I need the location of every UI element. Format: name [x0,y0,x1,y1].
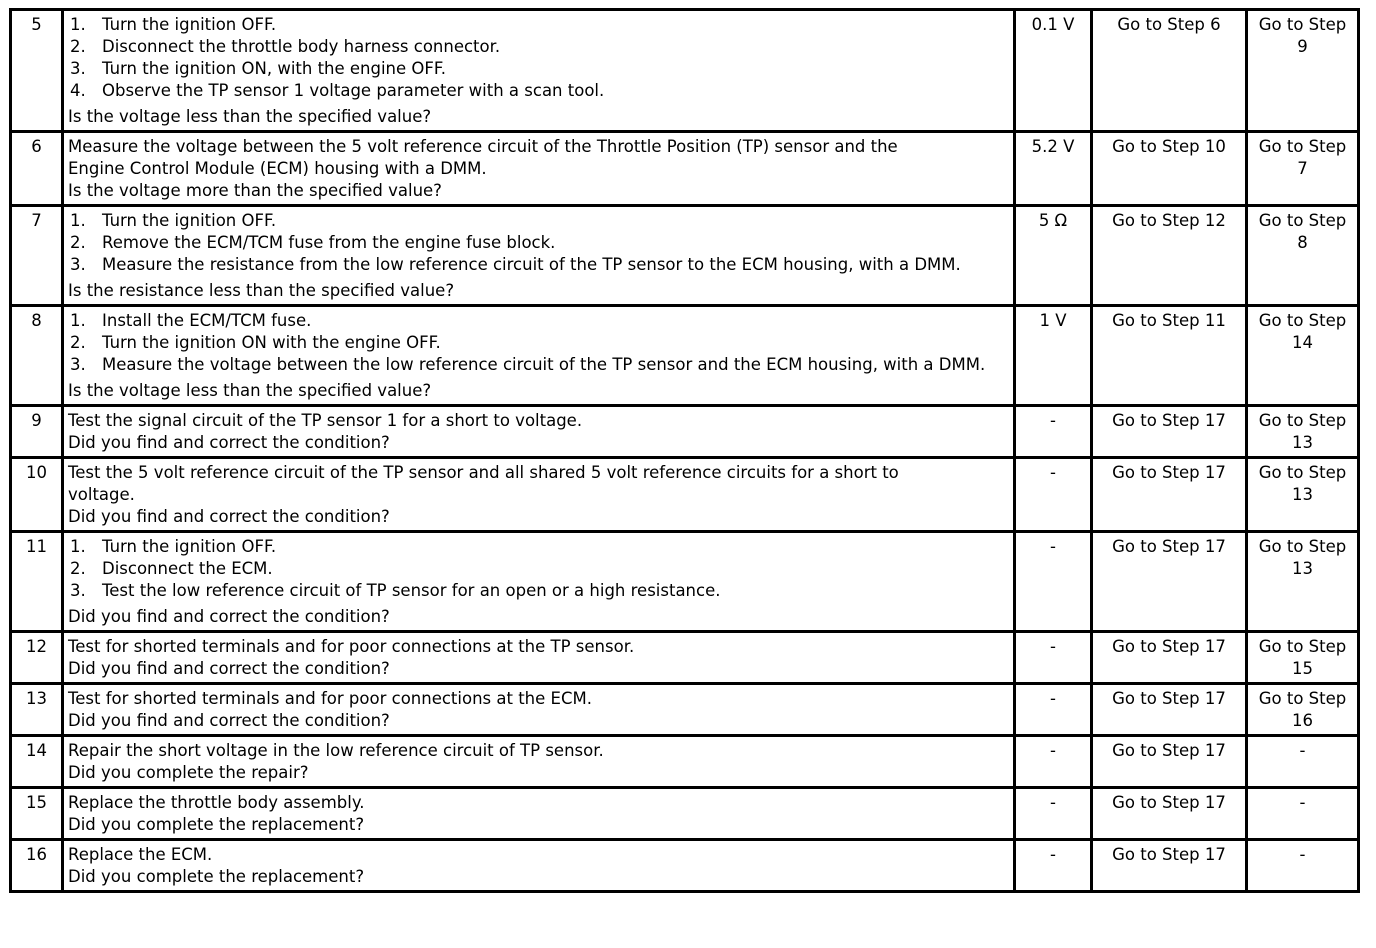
specified-value: - [1015,406,1092,458]
no-action [1247,458,1359,532]
substep-number: 3. [70,59,86,78]
step-question: Is the resistance less than the specified value? [68,281,455,300]
diagnostic-table [9,8,1360,893]
substep-item [68,254,1009,276]
yes-action: Go to Step 17 [1092,406,1247,458]
no-action-text: 8 [1297,233,1308,252]
no-action-text: 9 [1297,37,1308,56]
no-action-text: 13 [1292,485,1313,504]
step-instruction: voltage. [68,485,135,504]
substep-list [68,310,1009,376]
step-action [63,684,1015,736]
table-row [11,406,1359,458]
no-action [1247,840,1359,892]
no-action [1247,532,1359,632]
substep-number: 2. [70,233,86,252]
step-number: 14 [11,736,63,788]
step-action [63,632,1015,684]
substep-number: 1. [70,537,86,556]
step-question: Did you find and correct the condition? [68,659,390,678]
substep-text: Turn the ignition ON, with the engine OFF. [102,59,446,78]
no-action [1247,406,1359,458]
substep-item [68,580,1009,602]
specified-value: 1 V [1015,306,1092,406]
step-action [63,788,1015,840]
step-question: Did you complete the replacement? [68,815,365,834]
step-number: 6 [11,132,63,206]
substep-text: Measure the resistance from the low reference circuit of the TP sensor to the ECM housing, with a DMM. [102,255,961,274]
yes-action: Go to Step 17 [1092,788,1247,840]
step-number: 7 [11,206,63,306]
specified-value: 5.2 V [1015,132,1092,206]
yes-action: Go to Step 17 [1092,684,1247,736]
substep-text: Install the ECM/TCM fuse. [102,311,312,330]
step-question: Did you find and correct the condition? [68,507,390,526]
substep-number: 3. [70,355,86,374]
no-action [1247,132,1359,206]
substep-text: Turn the ignition ON with the engine OFF. [102,333,441,352]
no-action-text: 13 [1292,433,1313,452]
step-number: 11 [11,532,63,632]
step-action [63,10,1015,132]
step-action [63,458,1015,532]
table-row [11,736,1359,788]
substep-number: 2. [70,37,86,56]
yes-action: Go to Step 17 [1092,458,1247,532]
step-question: Is the voltage less than the specified value? [68,381,432,400]
yes-action: Go to Step 11 [1092,306,1247,406]
substep-item [68,558,1009,580]
specified-value: - [1015,736,1092,788]
no-action-text: Go to Step [1258,537,1347,556]
substep-item [68,210,1009,232]
diagnostic-table-body [11,10,1359,892]
substep-list [68,14,1009,102]
substep-number: 3. [70,255,86,274]
step-number: 5 [11,10,63,132]
step-instruction: Test the signal circuit of the TP sensor 1 for a short to voltage. [68,411,583,430]
table-row [11,684,1359,736]
step-instruction: Test for shorted terminals and for poor connections at the ECM. [68,689,592,708]
no-action-text: Go to Step [1258,137,1347,156]
substep-list [68,536,1009,602]
substep-text: Turn the ignition OFF. [102,211,277,230]
table-row [11,132,1359,206]
no-action-text: 14 [1292,333,1313,352]
step-action [63,736,1015,788]
table-row [11,206,1359,306]
substep-text: Turn the ignition OFF. [102,15,277,34]
step-action [63,840,1015,892]
no-action-text: Go to Step [1258,411,1347,430]
table-row [11,458,1359,532]
step-instruction: Replace the ECM. [68,845,213,864]
no-action-text: 16 [1292,711,1313,730]
no-action [1247,788,1359,840]
no-action-text: - [1299,793,1306,812]
no-action [1247,206,1359,306]
substep-text: Disconnect the throttle body harness connector. [102,37,501,56]
substep-text: Disconnect the ECM. [102,559,273,578]
step-action [63,132,1015,206]
step-instruction: Measure the voltage between the 5 volt reference circuit of the Throttle Position (TP) sensor and the [68,137,898,156]
no-action-text: Go to Step [1258,15,1347,34]
table-row [11,840,1359,892]
step-number: 15 [11,788,63,840]
substep-number: 1. [70,211,86,230]
specified-value: - [1015,532,1092,632]
substep-item [68,80,1009,102]
substep-item [68,58,1009,80]
table-row [11,788,1359,840]
substep-number: 3. [70,581,86,600]
specified-value: - [1015,458,1092,532]
yes-action: Go to Step 17 [1092,840,1247,892]
specified-value: 5 Ω [1015,206,1092,306]
substep-list [68,210,1009,276]
substep-number: 2. [70,559,86,578]
step-number: 8 [11,306,63,406]
substep-item [68,332,1009,354]
no-action-text: Go to Step [1258,311,1347,330]
substep-item [68,536,1009,558]
step-question: Is the voltage less than the specified value? [68,107,432,126]
step-number: 12 [11,632,63,684]
substep-number: 2. [70,333,86,352]
step-instruction: Engine Control Module (ECM) housing with a DMM. [68,159,487,178]
step-question: Is the voltage more than the specified value? [68,181,442,200]
substep-text: Measure the voltage between the low reference circuit of the TP sensor and the ECM housing, with a DMM. [102,355,986,374]
substep-item [68,14,1009,36]
no-action [1247,10,1359,132]
table-row [11,632,1359,684]
specified-value: 0.1 V [1015,10,1092,132]
step-instruction: Repair the short voltage in the low reference circuit of TP sensor. [68,741,604,760]
step-question: Did you find and correct the condition? [68,711,390,730]
specified-value: - [1015,788,1092,840]
substep-number: 1. [70,311,86,330]
step-question: Did you complete the repair? [68,763,309,782]
yes-action: Go to Step 10 [1092,132,1247,206]
substep-item [68,310,1009,332]
no-action-text: Go to Step [1258,637,1347,656]
step-instruction: Replace the throttle body assembly. [68,793,365,812]
yes-action: Go to Step 12 [1092,206,1247,306]
specified-value: - [1015,684,1092,736]
yes-action: Go to Step 17 [1092,736,1247,788]
step-instruction: Test for shorted terminals and for poor connections at the TP sensor. [68,637,635,656]
no-action [1247,684,1359,736]
no-action-text: - [1299,845,1306,864]
no-action [1247,306,1359,406]
step-action [63,306,1015,406]
yes-action: Go to Step 17 [1092,632,1247,684]
table-row [11,306,1359,406]
substep-number: 4. [70,81,86,100]
no-action-text: 15 [1292,659,1313,678]
substep-text: Observe the TP sensor 1 voltage parameter with a scan tool. [102,81,605,100]
substep-item [68,354,1009,376]
substep-item [68,232,1009,254]
step-action [63,406,1015,458]
no-action [1247,736,1359,788]
step-number: 9 [11,406,63,458]
step-question: Did you find and correct the condition? [68,433,390,452]
substep-item [68,36,1009,58]
no-action-text: 13 [1292,559,1313,578]
table-row [11,532,1359,632]
no-action-text: Go to Step [1258,463,1347,482]
step-number: 13 [11,684,63,736]
step-question: Did you find and correct the condition? [68,607,390,626]
step-instruction: Test the 5 volt reference circuit of the TP sensor and all shared 5 volt reference circuits for a short to [68,463,899,482]
no-action-text: - [1299,741,1306,760]
step-number: 16 [11,840,63,892]
substep-number: 1. [70,15,86,34]
step-action [63,206,1015,306]
no-action [1247,632,1359,684]
substep-text: Test the low reference circuit of TP sensor for an open or a high resistance. [102,581,721,600]
no-action-text: 7 [1297,159,1308,178]
table-row [11,10,1359,132]
step-number: 10 [11,458,63,532]
specified-value: - [1015,632,1092,684]
yes-action: Go to Step 17 [1092,532,1247,632]
step-question: Did you complete the replacement? [68,867,365,886]
yes-action: Go to Step 6 [1092,10,1247,132]
no-action-text: Go to Step [1258,689,1347,708]
substep-text: Turn the ignition OFF. [102,537,277,556]
substep-text: Remove the ECM/TCM fuse from the engine fuse block. [102,233,556,252]
specified-value: - [1015,840,1092,892]
no-action-text: Go to Step [1258,211,1347,230]
step-action [63,532,1015,632]
